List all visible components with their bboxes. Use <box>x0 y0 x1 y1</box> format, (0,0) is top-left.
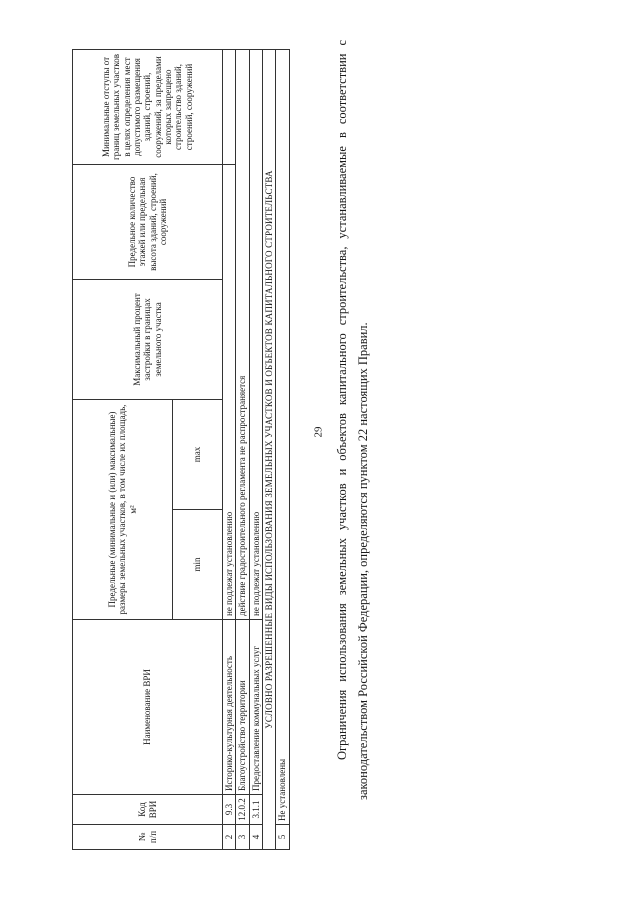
header-area-text: Предельные (минимальные и (или) максимальные) размеры земельных участков, в том числе их площадь, м² <box>106 404 138 615</box>
row-value: не подлежат установлению <box>223 165 236 620</box>
row-name: Историко-культурная деятельность <box>223 620 236 795</box>
section-conditional-title: УСЛОВНО РАЗРЕШЕННЫЕ ВИДЫ ИСПОЛЬЗОВАНИЯ ЗЕМЕЛЬНЫХ УЧАСТКОВ И ОБЪЕКТОВ КАПИТАЛЬНОГО СТРОИТЕЛЬСТВА <box>263 50 276 850</box>
table-row <box>236 50 249 850</box>
table-row <box>276 50 289 850</box>
header-name: Наименование ВРИ <box>73 620 223 795</box>
row-name: Благоустройство территории <box>236 620 249 795</box>
header-coverage: Максимальный процент застройки в границах земельного участка <box>73 280 223 400</box>
row-code: 12.0.2 <box>236 795 249 825</box>
table-row <box>249 50 262 850</box>
table-header-row <box>73 50 173 850</box>
header-code: Код ВРИ <box>73 795 223 825</box>
regulations-table-sheet <box>72 50 302 850</box>
header-no: № п/п <box>73 825 223 850</box>
row-code: 3.1.1 <box>249 795 262 825</box>
row-code: 9.3 <box>223 795 236 825</box>
header-area <box>73 400 173 620</box>
header-area-min: min <box>173 510 223 620</box>
row-no: 4 <box>249 825 262 850</box>
table-row <box>223 50 236 850</box>
restrictions-note <box>332 40 374 800</box>
row-no: 2 <box>223 825 236 850</box>
row-name: Предоставление коммунальных услуг <box>249 620 262 795</box>
header-area-max: max <box>173 400 223 510</box>
section-row <box>263 50 276 850</box>
restrictions-paragraph: Ограничения использования земельных участков и объектов капитального строительства, устанавливаемые в соответствии с законодательством Российской Федерации, определяются пунктом 22 настоящих Правил. <box>335 40 370 800</box>
row-value: не подлежат установлению <box>249 50 262 620</box>
page-number: 29 <box>312 426 325 438</box>
row-blank <box>223 50 236 165</box>
header-setbacks: Минимальные отступы от границ земельных участков в целях определения мест допустимого размещения зданий, строений, сооружений, за пределами которых запрещено строительство зданий, строений, сооружений <box>73 50 223 165</box>
row-value: Не установлены <box>276 50 289 825</box>
regulations-table <box>72 49 290 850</box>
row-value: действие градостроительного регламента не распространяется <box>236 50 249 620</box>
header-floors: Предельное количество этажей или предельная высота зданий, строений, сооружений <box>73 165 223 280</box>
row-no: 3 <box>236 825 249 850</box>
row-no: 5 <box>276 825 289 850</box>
